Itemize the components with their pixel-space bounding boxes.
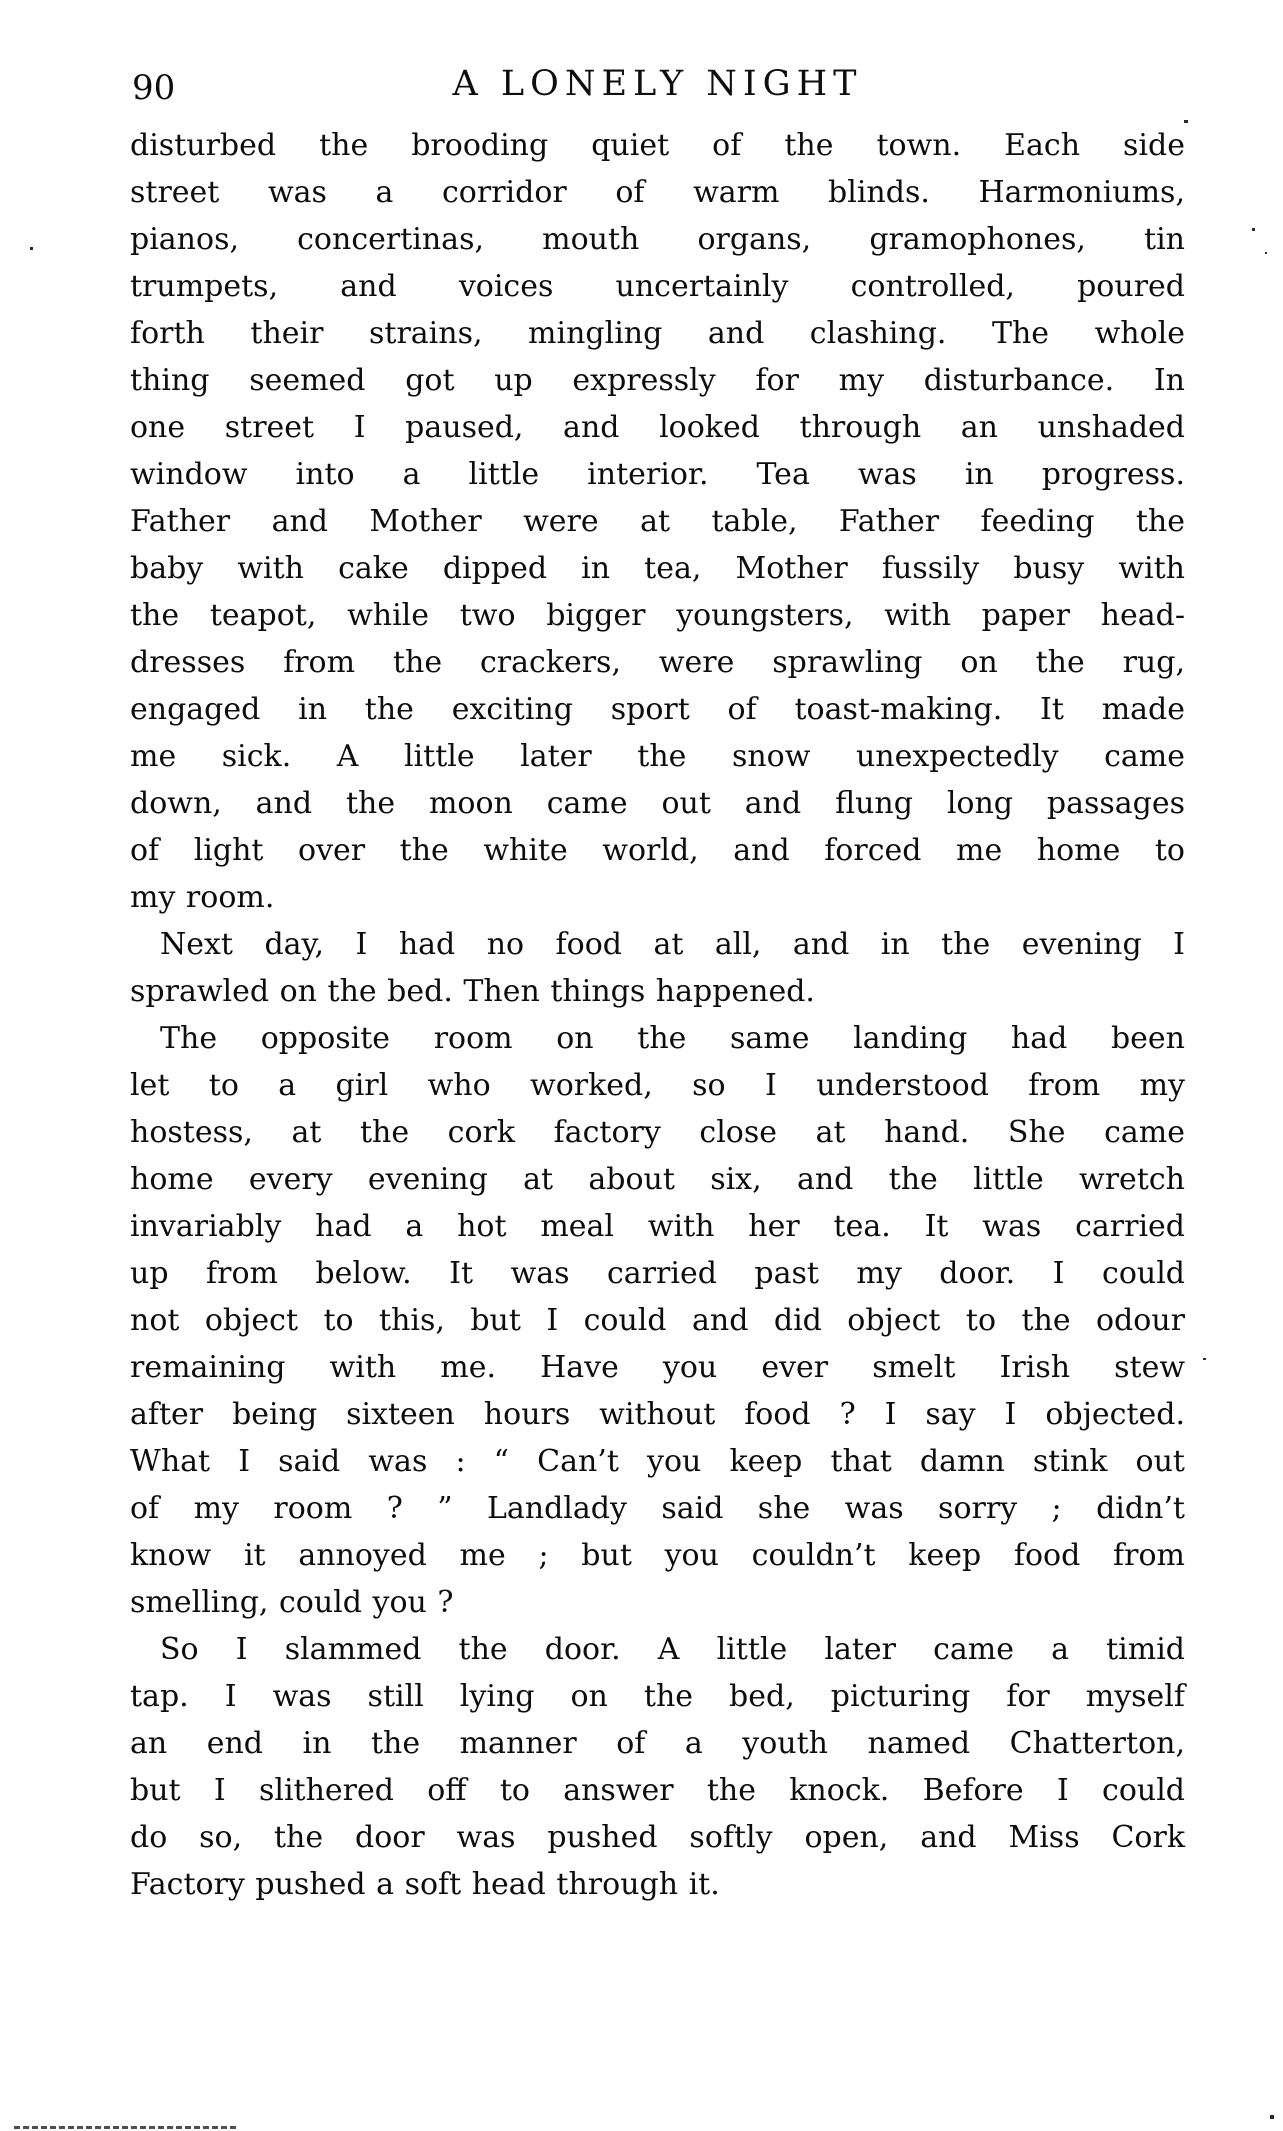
text-line: dresses from the crackers, were sprawling on the rug, xyxy=(130,645,1185,680)
scan-speck xyxy=(1252,228,1255,231)
scan-edge-artifact xyxy=(14,2126,236,2129)
text-line: the teapot, while two bigger youngsters, with paper head- xyxy=(130,598,1185,633)
text-line: home every evening at about six, and the little wretch xyxy=(130,1162,1185,1197)
text-line: street was a corridor of warm blinds. Harmoniums, xyxy=(130,175,1185,210)
text-line: tap. I was still lying on the bed, picturing for myself xyxy=(130,1679,1185,1714)
text-line: of light over the white world, and forced me home to xyxy=(130,833,1185,868)
text-line: disturbed the brooding quiet of the town. Each side xyxy=(130,128,1185,163)
text-line: do so, the door was pushed softly open, and Miss Cork xyxy=(130,1820,1185,1855)
text-line: window into a little interior. Tea was in progress. xyxy=(130,457,1185,492)
text-line: Factory pushed a soft head through it. xyxy=(130,1867,720,1902)
text-line: know it annoyed me ; but you couldn’t keep food from xyxy=(130,1538,1185,1573)
page-number: 90 xyxy=(132,68,176,108)
text-line: forth their strains, mingling and clashing. The whole xyxy=(130,316,1185,351)
text-line: an end in the manner of a youth named Chatterton, xyxy=(130,1726,1185,1761)
text-line: of my room ? ” Landlady said she was sorry ; didn’t xyxy=(130,1491,1185,1526)
scan-speck xyxy=(1265,252,1267,254)
page-header-title: A LONELY NIGHT xyxy=(452,64,863,104)
scan-speck xyxy=(1203,1358,1206,1360)
text-line: let to a girl who worked, so I understood from my xyxy=(130,1068,1185,1103)
text-line: after being sixteen hours without food ? I say I objected. xyxy=(130,1397,1185,1432)
text-line: engaged in the exciting sport of toast-making. It made xyxy=(130,692,1185,727)
text-line: baby with cake dipped in tea, Mother fussily busy with xyxy=(130,551,1185,586)
text-line: Next day, I had no food at all, and in the evening I xyxy=(160,927,1185,962)
text-line: sprawled on the bed. Then things happened. xyxy=(130,974,815,1009)
text-line: So I slammed the door. A little later came a timid xyxy=(160,1632,1185,1667)
text-line: hostess, at the cork factory close at hand. She came xyxy=(130,1115,1185,1150)
scan-speck xyxy=(1270,2115,1274,2119)
text-line: invariably had a hot meal with her tea. It was carried xyxy=(130,1209,1185,1244)
text-line: What I said was : “ Can’t you keep that damn stink out xyxy=(130,1444,1185,1479)
text-line: but I slithered off to answer the knock. Before I could xyxy=(130,1773,1185,1808)
text-line: not object to this, but I could and did object to the odour xyxy=(130,1303,1185,1338)
running-head xyxy=(130,62,1185,112)
text-line: up from below. It was carried past my door. I could xyxy=(130,1256,1185,1291)
text-line: smelling, could you ? xyxy=(130,1585,454,1620)
text-line: down, and the moon came out and flung long passages xyxy=(130,786,1185,821)
text-line: me sick. A little later the snow unexpectedly came xyxy=(130,739,1185,774)
text-line: one street I paused, and looked through an unshaded xyxy=(130,410,1185,445)
text-line: remaining with me. Have you ever smelt Irish stew xyxy=(130,1350,1185,1385)
text-line: Father and Mother were at table, Father feeding the xyxy=(130,504,1185,539)
text-line: pianos, concertinas, mouth organs, gramophones, tin xyxy=(130,222,1185,257)
text-line: my room. xyxy=(130,880,275,915)
text-line: The opposite room on the same landing had been xyxy=(160,1021,1185,1056)
scan-speck xyxy=(1184,120,1188,123)
text-line: trumpets, and voices uncertainly controlled, poured xyxy=(130,269,1185,304)
text-block xyxy=(130,122,1185,1908)
scan-speck xyxy=(30,247,33,250)
text-line: thing seemed got up expressly for my disturbance. In xyxy=(130,363,1185,398)
